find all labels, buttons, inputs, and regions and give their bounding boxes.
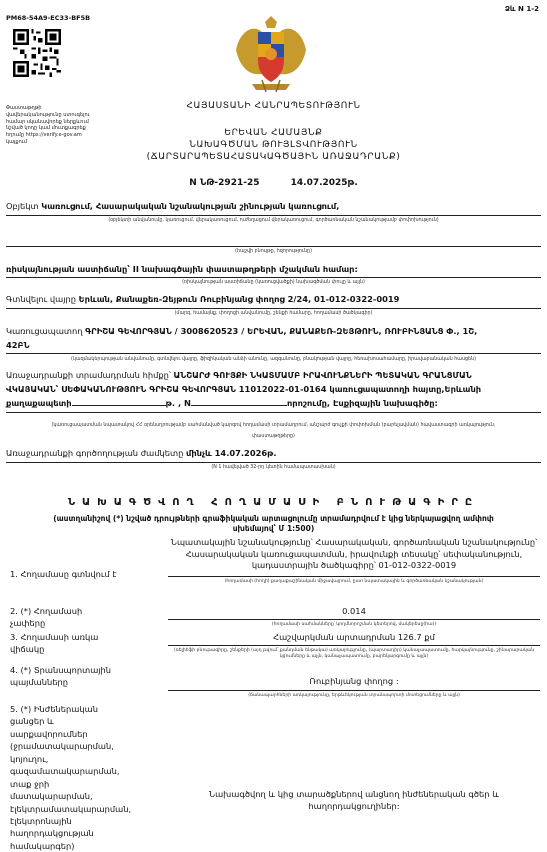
document-subtitle: (ՃԱՐՏԱՐԱՊԵՏԱՀԱՏԱԿԱԳԾԱՅԻՆ ԱՌԱՋԱԴՐԱՆՔ) [146, 152, 401, 162]
purpose-value: ռիսկայնության աստիճանը՝ II նախագծային փաստաթղթերի մշակման համար: [6, 264, 358, 274]
basis-label: Առաջադրանքի տրամադրման հիմքը՝ [6, 370, 171, 380]
basis-row-2 [6, 383, 541, 396]
document-code: PM68-54A9-EC33-BF5B [6, 14, 91, 22]
basis-row [6, 369, 541, 382]
location-value: Երևան, Քանաքեռ-Զեյթուն Ռուբինյանց փողոց 2/24, 01-012-0322-0019 [78, 294, 400, 304]
item-5-label: 5. (*) Ինժեներական ցանցեր և սարքավորումներ (ջրամատակարարման, կոյուղու, գազամատակարարման, տաք ջրի մատակարարման, էլեկտրամատակարարման, էլեկտրոնային հաղորդակցության համակարգեր) [10, 704, 132, 851]
developer-row-2 [6, 339, 541, 352]
basis-value: ԱՆՇԱՐԺ ԳՈՒՅՔԻ ՆԿԱՏՄԱՄԲ ԻՐԱՎՈՒՆՔՆԵՐԻ ՊԵՏԱԿԱՆ ԳՐԱՆՑՄԱՆ [173, 370, 472, 380]
object-row [6, 200, 541, 213]
location-label: Գտնվելու վայրը [6, 294, 76, 304]
divider [168, 619, 540, 620]
divider [6, 412, 541, 413]
document-title: ՆԱԽԱԳԾՄԱՆ ԹՈՒՅԼՏՎՈՒԹՅՈՒՆ [189, 140, 358, 150]
item-3-label: 3. Հողամասի առկա վիճակը [10, 632, 99, 655]
purpose-hint: (ռիսկայնության աստիճանը (կառուցվածքի) նախագծման փուլը և այլն) [182, 280, 365, 285]
qr-caption: Փաստաթղթի վավերականությունը ստուգելու համար սկանավորեք ներքևում նշված կոդը կամ մուտքագրեք հղումը https://verify.e-gov.am կայքում [6, 105, 90, 145]
developer-hint: (կազմակերպության անվանումը, գտնվելու վայրը, ֆիզիկական անձի անունը, ազգանունը, բնակության վայրը, հեռախոսահամարը, իրավաբանական հասցեն) [70, 357, 477, 362]
item-2-hint: (հողամասի սահմանները՝ կողմնորոշման կետերով, մակերեսը(հա)) [271, 622, 437, 627]
location-hint: (մարզ, համայնք, փողոցի անվանումը, շենքի համարը, հողամասի ծածկագիր) [174, 311, 373, 316]
qr-code-icon[interactable] [13, 29, 61, 77]
basis-hint-2: փաստաթղթերը) [252, 434, 295, 439]
developer-row [6, 325, 541, 338]
developer-value: ԳՐԻՇԱ ԳԵՎՈՐԳՅԱՆ / 3008620523 / ԵՐԵՎԱՆ, ՔԱՆԱՔԵՌ-ԶԵՅԹՈՒՆ, ՌՈՒԲԻՆՅԱՆՑ Փ., 1Շ, [85, 326, 478, 336]
basis-value-2: ՎԿԱՅԱԿԱՆ՝ ՍԵՓԱԿԱՆՈՒԹՅՈՒՆ ԳՐԻՇԱ ԳԵՎՈՐԳՅԱՆ 11012022-01-0164 կառուցապատողի հայտը,Երևանի [6, 384, 482, 394]
basis-hint: (կառուցապատման նպատակով ՀՀ օրենսդրությամբ սահմանված կարգով հողամասի տրամադրում, անշարժ գույքի փոփոխման (բարելավման) հավաստագրի առկայություն, [51, 423, 496, 428]
divider [168, 645, 540, 646]
city-heading: ԵՐԵՎԱՆ ՀԱՄԱՅՆՔ [224, 128, 323, 138]
basis-row-3 [6, 397, 541, 410]
location-row [6, 293, 541, 306]
object-value: Կառուցում, Հասարակական նշանակության շինության կառուցում, [41, 201, 340, 211]
divider [6, 246, 541, 247]
divider [168, 690, 540, 691]
validity-hint: (N 1 հավելված 32-րդ կետին համապատասխան) [211, 465, 336, 470]
republic-heading: ՀԱՅԱՍՏԱՆԻ ՀԱՆՐԱՊԵՏՈՒԹՅՈՒՆ [186, 101, 361, 111]
permit-number: N ՆԹ-2921-25 [189, 178, 260, 188]
divider [6, 308, 541, 309]
divider [6, 353, 541, 354]
basis-value-3c: որոշումը, Էսքիզային նախագիծը: [286, 398, 438, 408]
permit-date: 14.07.2025թ. [290, 178, 358, 188]
item-4-label: 4. (*) Տրանսպորտային պայմանները [10, 665, 112, 688]
item-5-value: Նախագծվող և կից տարածքներով անցնող ինժեներական գծեր և հաղորդակցուղիներ: [209, 789, 499, 811]
item-1-value: Նպատակային նշանակությունը՝ Հասարակական, գործառնական նշանակությունը՝ Հասարակական կառուցապատման, իրավունքի տեսակը՝ սեփականություն, կադաստրային ծածկագիրը՝ 01-012-0322-0019 [170, 537, 538, 571]
land-passport-title: ՆԱԽԱԳԾՎՈՂ ՀՈՂԱՄԱՍԻ ԲՆՈՒԹԱԳԻՐԸ [67, 497, 480, 508]
object-label: Օբյեկտ [6, 201, 39, 211]
validity-value: մինչև 14.07.2026թ. [186, 448, 277, 458]
object-hint: (օբյեկտի անվանումը, կառուցում, վերակառուցում, ուժեղացում վերակառուցում, գործառնական նշանակությամբ փոփոխություն) [108, 218, 439, 223]
item-1-hint: (հողամասի (հողի) քաղաքաշինական միջավայրում, ըստ նպատակային և գործառնական նշանակության) [224, 579, 484, 584]
validity-label: Առաջադրանքի գործողության ժամկետը [6, 448, 184, 458]
basis-value-3b: թ. , N [165, 398, 191, 408]
land-passport-subtitle: (աստղանիշով (*) նշված դրույթների գրաֆիկական արտացոլումը տրամադրվում է կից ներկայացվող ամփոփ սխեմայով՝ Մ 1:500) [53, 514, 494, 534]
developer-label: Կառուցապատող [6, 326, 83, 336]
divider [6, 277, 541, 278]
coat-of-arms-icon [232, 14, 310, 96]
item-4-hint: (ճանապարհների առկայությունը, երթևեկության տրանսպորտի մոտեցումները և այլն) [248, 693, 460, 698]
item-2-label: 2. (*) Հողամասի չափերը [10, 606, 83, 629]
form-number: Ձև N 1-2 [504, 5, 539, 13]
validity-row [6, 447, 541, 460]
item-4-value: Ռուբինյանց փողոց : [309, 676, 399, 686]
item-3-value: Հաշվարկման արտադրման 126.7 քմ [273, 632, 435, 642]
basis-value-3a: քաղաքապետի [6, 398, 72, 408]
permit-line [0, 178, 547, 188]
item-2-value: 0.014 [342, 606, 366, 616]
divider [168, 576, 540, 577]
item-3-hint: (ռելիեֆի բնութագիրը, շենքերի (այդ թվում՝ քանդման ենթակա) առկայությունը, (պարտադիր) կանաչապատումը, հարկայնությունը, շինարարական կցումները և այլն, կանաչապատումը, բարեկարգումը և այլն) [173, 648, 535, 659]
purpose-row [6, 263, 541, 276]
divider [6, 462, 541, 463]
object-hint-2: (հաշվի բնույթը, հզորությունը) [235, 249, 312, 254]
divider [6, 215, 541, 216]
developer-value-2: 42ԲՆ [6, 340, 30, 350]
item-1-label: 1. Հողամասը գտնվում է [10, 569, 117, 579]
